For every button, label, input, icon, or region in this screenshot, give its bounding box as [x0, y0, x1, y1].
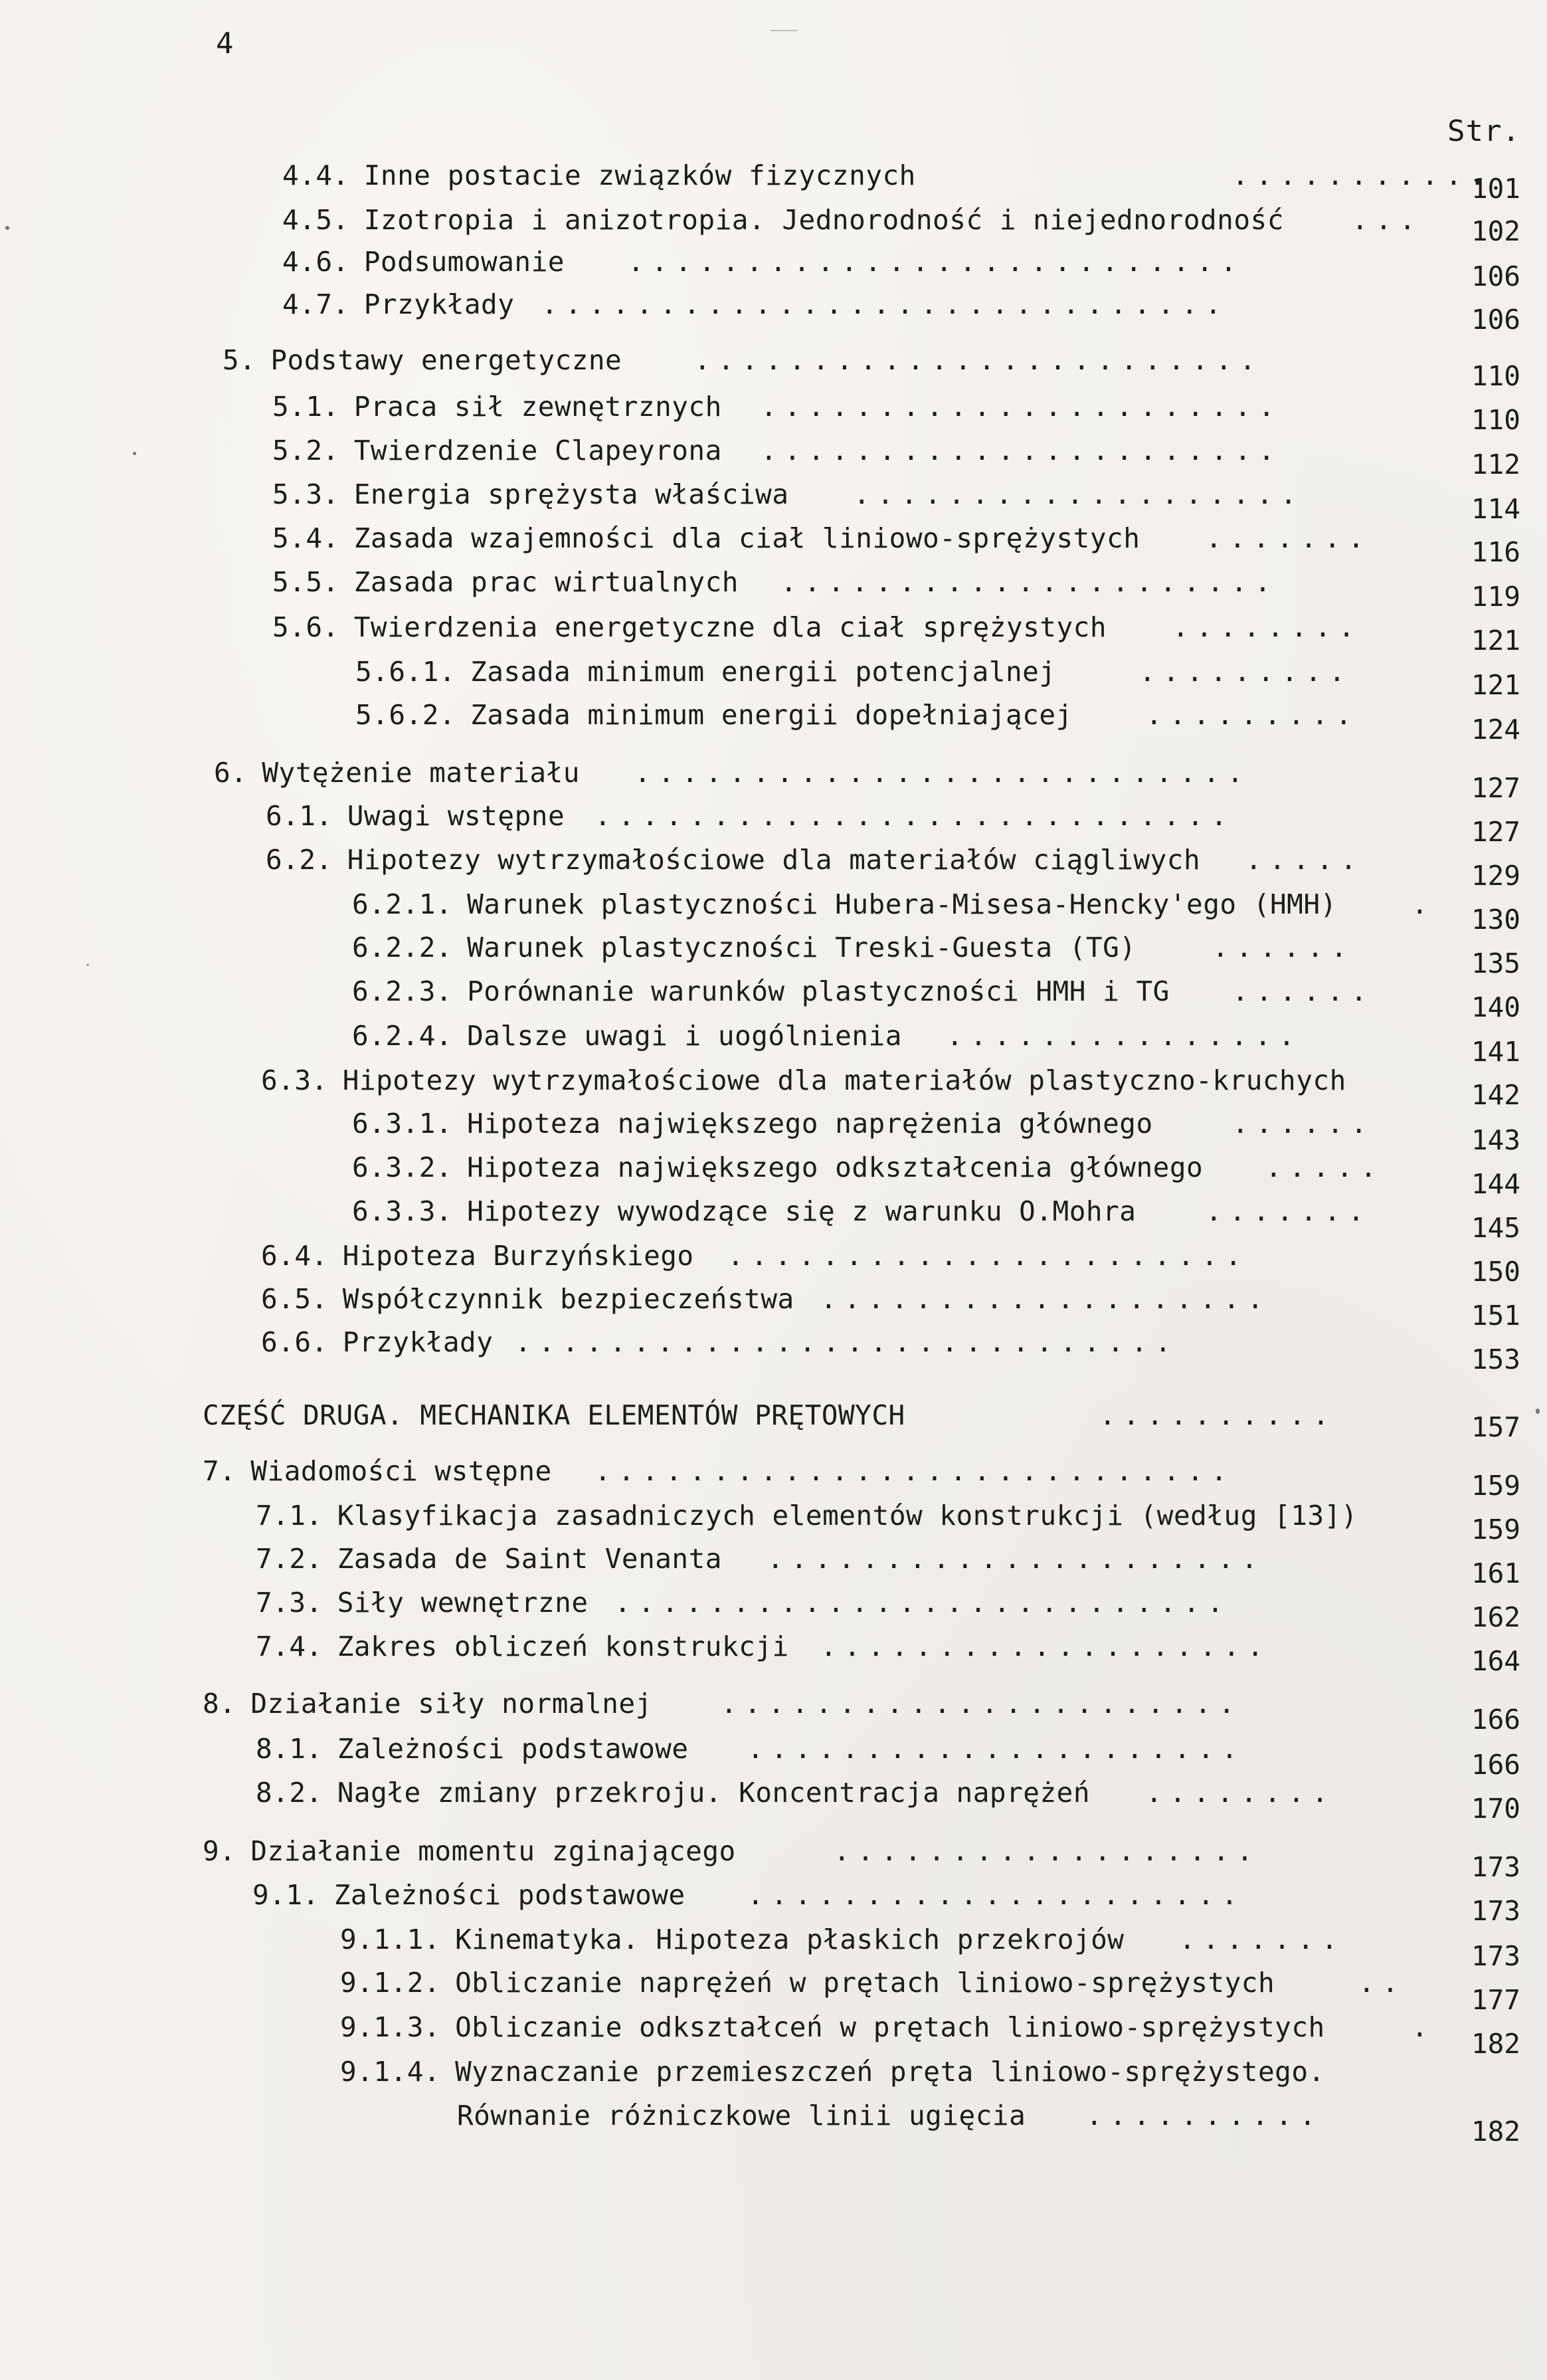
toc-entry: 4.6. Podsumowanie .......................... [282, 246, 1244, 278]
toc-entry: 7.3. Siły wewnętrzne .......................... [256, 1587, 1231, 1619]
toc-page: 177 [1471, 1984, 1520, 2016]
toc-page: 144 [1471, 1168, 1520, 1200]
toc-page: 101 [1471, 173, 1520, 205]
toc-entry: 5.4. Zasada wzajemności dla ciał liniowo-sprężystych ....... [272, 522, 1372, 554]
toc-entry: 4.7. Przykłady ............................. [282, 288, 1229, 320]
toc-page: 143 [1471, 1124, 1520, 1156]
toc-page: 102 [1471, 215, 1520, 247]
toc-entry: 7.4. Zakres obliczeń konstrukcji ................... [256, 1631, 1271, 1662]
toc-entry: 5.1. Praca sił zewnętrznych ...................... [272, 391, 1283, 423]
toc-page: 153 [1471, 1343, 1520, 1375]
scan-speck [133, 452, 136, 455]
toc-page: 106 [1471, 260, 1520, 292]
toc-page: 127 [1471, 816, 1520, 848]
toc-entry: 9. Działanie momentu zginającego .................. [203, 1835, 1261, 1867]
toc-page: 162 [1471, 1601, 1520, 1633]
scan-speck [771, 30, 797, 31]
toc-entry: 6. Wytężenie materiału .......................... [214, 757, 1251, 789]
toc-entry: 4.5. Izotropia i anizotropia. Jednorodność i niejednorodność ... [282, 204, 1423, 236]
toc-page: 124 [1471, 714, 1520, 745]
toc-page: 110 [1471, 404, 1520, 436]
toc-page: 182 [1471, 2116, 1520, 2147]
toc-page: 106 [1471, 304, 1520, 336]
toc-page: 121 [1471, 625, 1520, 656]
toc-entry: 5.3. Energia sprężysta właściwa ................... [272, 478, 1304, 510]
toc-entry: 6.6. Przykłady ............................ [261, 1326, 1179, 1358]
toc-entry: 6.4. Hipoteza Burzyńskiego ...................... [261, 1240, 1249, 1272]
toc-page: 135 [1471, 947, 1520, 979]
toc-page: 166 [1471, 1749, 1520, 1781]
toc-page: 151 [1471, 1300, 1520, 1332]
toc-entry: 6.1. Uwagi wstępne ........................... [266, 800, 1235, 832]
toc-page: 173 [1471, 1851, 1520, 1883]
toc-page: 182 [1471, 2028, 1520, 2060]
toc-page: 129 [1471, 860, 1520, 892]
toc-page: 140 [1471, 991, 1520, 1023]
toc-entry: 7. Wiadomości wstępne ........................... [203, 1455, 1235, 1487]
toc-page: 119 [1471, 581, 1520, 613]
toc-entry: 4.4. Inne postacie związków fizycznych ........... [282, 159, 1493, 191]
toc-page: 110 [1471, 360, 1520, 392]
toc-page: 170 [1471, 1793, 1520, 1825]
toc-entry: 9.1.2. Obliczanie naprężeń w prętach liniowo-sprężystych .. [340, 1967, 1406, 1999]
toc-entry: 6.2.3. Porównanie warunków plastyczności HMH i TG ...... [352, 975, 1375, 1007]
toc-page: 141 [1471, 1036, 1520, 1068]
toc-page: 112 [1471, 448, 1520, 480]
toc-entry-continuation: Równanie różniczkowe linii ugięcia .......... [457, 2100, 1323, 2132]
toc-entry: 5.5. Zasada prac wirtualnych ..................... [272, 566, 1279, 598]
toc-entry: 8.1. Zależności podstawowe ..................... [256, 1733, 1245, 1765]
toc-entry: 7.1. Klasyfikacja zasadniczych elementów konstrukcji (według [13]) [256, 1500, 1358, 1532]
toc-page: 166 [1471, 1704, 1520, 1735]
toc-entry: 7.2. Zasada de Saint Venanta ..................... [256, 1543, 1265, 1575]
toc-page: 173 [1471, 1895, 1520, 1927]
toc-page: 173 [1471, 1940, 1520, 1972]
toc-entry: 5.6. Twierdzenia energetyczne dla ciał sprężystych ........ [272, 611, 1362, 643]
toc-entry: 5. Podstawy energetyczne ........................ [223, 344, 1263, 376]
toc-page: 145 [1471, 1212, 1520, 1244]
toc-page: 116 [1471, 536, 1520, 568]
scan-speck [1536, 1409, 1540, 1414]
toc-entry: 9.1.1. Kinematyka. Hipoteza płaskich przekrojów ....... [340, 1924, 1345, 1955]
toc-entry: 6.3. Hipotezy wytrzymałościowe dla materiałów plastyczno-kruchych [261, 1064, 1346, 1096]
toc-page: 121 [1471, 669, 1520, 701]
toc-page: 159 [1471, 1470, 1520, 1502]
toc-entry: 6.3.3. Hipotezy wywodzące się z warunku O.Mohra ....... [352, 1195, 1372, 1227]
page-number: 4 [216, 27, 234, 60]
toc-entry: 8.2. Nagłe zmiany przekroju. Koncentracja naprężeń ........ [256, 1777, 1336, 1809]
toc-page: 127 [1471, 772, 1520, 804]
toc-entry: 6.2. Hipotezy wytrzymałościowe dla materiałów ciągliwych ..... [266, 844, 1364, 876]
toc-entry: 9.1.4. Wyznaczanie przemieszczeń pręta liniowo-sprężystego. [340, 2056, 1325, 2088]
toc-entry: 8. Działanie siły normalnej ...................... [203, 1688, 1243, 1720]
toc-entry: 9.1. Zależności podstawowe ..................... [252, 1879, 1245, 1911]
toc-page: 130 [1471, 904, 1520, 936]
scan-speck [86, 963, 89, 966]
toc-entry: 6.2.4. Dalsze uwagi i uogólnienia ............... [352, 1020, 1303, 1052]
toc-entry: 6.2.1. Warunek plastyczności Hubera-Misesa-Hencky'ego (HMH) . [352, 888, 1435, 920]
toc-page: 157 [1471, 1411, 1520, 1443]
toc-entry: 6.2.2. Warunek plastyczności Treski-Guesta (TG) ...... [352, 932, 1355, 963]
toc-entry: 6.3.1. Hipoteza największego naprężenia głównego ...... [352, 1108, 1375, 1140]
toc-entry: 6.5. Współczynnik bezpieczeństwa ................... [261, 1283, 1271, 1315]
toc-entry: 6.3.2. Hipoteza największego odkształcenia głównego ..... [352, 1151, 1384, 1183]
toc-entry: 9.1.3. Obliczanie odkształceń w prętach liniowo-sprężystych . [340, 2011, 1435, 2043]
toc-page: 150 [1471, 1256, 1520, 1288]
toc-page: 164 [1471, 1645, 1520, 1677]
toc-page: 142 [1471, 1079, 1520, 1111]
toc-entry: 5.6.1. Zasada minimum energii potencjalnej ......... [355, 656, 1353, 688]
toc-entry: 5.6.2. Zasada minimum energii dopełniającej ......... [355, 699, 1360, 731]
part-heading: CZĘŚĆ DRUGA. MECHANIKA ELEMENTÓW PRĘTOWYCH .......... [203, 1399, 1336, 1431]
scan-speck [5, 226, 9, 230]
toc-page: 161 [1471, 1557, 1520, 1589]
toc-page: 159 [1471, 1514, 1520, 1545]
toc-entry: 5.2. Twierdzenie Clapeyrona ...................... [272, 435, 1283, 466]
toc-page: 114 [1471, 493, 1520, 525]
page-column-header: Str. [1447, 114, 1520, 148]
